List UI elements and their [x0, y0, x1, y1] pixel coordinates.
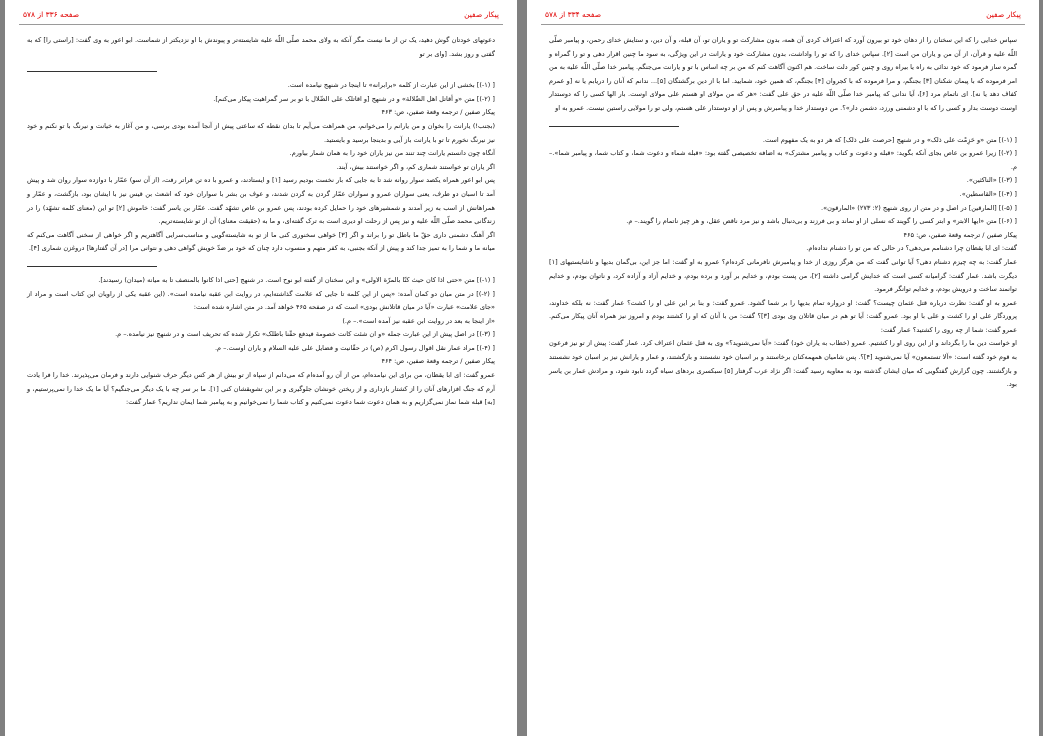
footnote: [ (۱-)] متن «حتی اذا کان حیث کنّا بالمرّة الاولی» و این سخنان از گفته ابو نوح است. در شنهج [حتی اذا کانوا بالمنصف تا به میانه (میدان) رسیدند]. [98, 275, 495, 284]
footnote: [ (۴-)] مراد عمار نقل اقوال رسول اکرم (ص) در حقّانیت و فضایل علی علیه السلام و یاران اوست.– م. [214, 343, 495, 352]
source-citation: پیکار صفین / ترجمه وقعة صفین، ص: ۴۶۳ [381, 108, 495, 117]
body-paragraph: دعوتهای خودتان گوش دهید، یک تن از ما نیست مگر آنکه به ولای محمد صلّی اللّه علیه شایسته‌تر و پیوندش با او نزدیکتر از شماست. ابو اعور به وی گفت: [راستی را] که به گفتی و روز بشد. [وای بر تو [27, 36, 495, 58]
footnote: [ (۲-)] زیرا عمرو بن عاص بجای آنکه بگوید: «قبله و دعوت و کتاب و پیامبر مشترک» به اضافه تخصیصی گفته بود: «قبله شماء و دعوت شما، و کتاب شما، و پیامبر شما».– م. [549, 149, 1017, 171]
body-paragraph: گفت: ای ابا یقظان چرا دشنامم می‌دهی؟ در حالی که من تو را دشنام نداده‌ام. [806, 244, 1017, 253]
page-left [5, 0, 517, 736]
page-header [545, 9, 1021, 21]
page-right [527, 0, 1039, 736]
header-page-number: صفحه ۳۳۶ از ۵۷۸ [23, 10, 80, 19]
footnote: [ (۳-)] «الناکثین». [966, 176, 1017, 185]
body-paragraph: عمرو گفت: ای ابا یقظان، من برای این نیامده‌ام، من از آن رو آمده‌ام که می‌دانم از سپاه از تو بیش از هر کس دیگر حرف شنوایی دارند و فرمان می‌پذیرند. خدا را فرا یادت آرم که جنگ افزارهای آنان را از کشتار بازداری و از ریختن خونشان جلوگیری و بر این تشویقشان کنی [۱]. ما بر سر چه با یک دیگر می‌جنگیم؟ آیا ما یک خدا را نمی‌پرستیم، و [به] قبله شما نماز نمی‌گزاریم و به همان دعوت شما دعوت نمی‌کنیم و کتاب شما را نمی‌خوانیم و به پیامبر شما ایمان نداریم؟ عمار گفت: [27, 371, 496, 407]
source-citation: پیکار صفین / ترجمه وقعة صفین، ص: ۴۶۴ [381, 357, 495, 366]
footnote: [ (۲-)] در متن میان دو کمان آمده: «پس از این کلمه تا جایی که علامت گذاشته‌ایم، در روایت ابن عقبه نیامده است». (این عقبه یکی از راویان این کتاب است و مراد از «جای علامت» عبارت «آیا در میان قاتلانش بودی» است که در صفحه ۴۶۵ خواهد آمد. در متن اشاره شده است: [27, 289, 495, 312]
header-page-number: صفحه ۳۳۴ از ۵۷۸ [545, 10, 602, 19]
footnote: [ (۴-)] «القاسطین». [959, 189, 1017, 198]
page-header [23, 9, 499, 21]
body-paragraph: اگر آهنگ دشمنی داری حقّ ما باطل تو را براند و اگر [۳] خواهی سخنوری کنی ما از تو به شایسته‌گویی و مناسب‌سرایی آگاهتریم و اگر خواهی از سخنی آگاهت می‌کنم که میانه ما و شما را به تمیز جدا کند و پیش از آنکه بجنبی، به کفر متهم و منسوب دارد چنان که خود بر ضدّ خویش گواهی دهی و نتوانی مرا [در آن گفتارها] دروغزن شماری [۴]. [27, 230, 495, 253]
page-body [549, 34, 1017, 736]
source-citation: پیکار صفین / ترجمه وقعة صفین، ص: ۴۶۵ [903, 230, 1017, 239]
body-paragraph: عمار گفت: به چه چیزم دشنام دهی؟ آیا توانی گفت که من هرگز روزی از خدا و پیامبرش نافرمانی کرده‌ام؟ عمرو به او گفت: اما جز این، بی‌گمان بدیها و ناشایستیهای [۱] دیگرت باشد. عمار گفت: گرامیانه کسی است که خدایش گرامی داشته [۲]، من پست بودم، و خدایم بر آورد و برده بودم، و خدایم آزاد و آزاده کرد، و ناتوان بودم، و خدایم توانمند ساخت و درویش بودم، و خدایم توانگر فرمود. [549, 257, 1018, 294]
header-title: پیکار صفین [986, 10, 1021, 19]
body-paragraph: اگر یاران تو خواستند شماری کم، و اگر خواستند بیش، آیند. [336, 162, 495, 171]
header-title: پیکار صفین [464, 10, 499, 19]
footnote-divider [549, 126, 679, 127]
footnote: [ (۲-)] متن «و أقاتل اهل الضّلالة» و در شنهج [و اقاتلک علی الضّلال با تو بر سر گمراهیت پیکار می‌کنم]. [213, 94, 495, 103]
body-paragraph: پس ابو اعور همراه یکصد سوار روانه شد تا به جایی که بار نخست بودیم رسید [۱] و ایستادند، و عمرو با ده تن فراتر رفت، (از آن سو) عمّار با دوازده سوار روان شد و پیش آمد تا اسبان دو طرف، یعنی سواران عمرو و سواران عمّار گردن به گردن شدند، و عوف بن بشر با سواران خود که اشعث بن قیس نیز با ایشان بود، بازگشت، و عمّار و همراهانش از اسب به زیر آمدند و شمشیرهای خود را حمایل کرده بودند، پس عمرو بن عاص تشهّد گفت. عمّار بن یاسر گفت: خاموش [۲] تو این (معنای کلمه تشهّد) را در زندگانی محمد صلّی اللّه علیه و نیز پس از رحلت او دیری است به ترک گفته‌ای، و ما به (حقیقت معنای) آن از تو شایسته‌تریم. [27, 176, 495, 226]
footnote: [ (۱-)] متن «و حَزِمْت علی ذلک» و در شنهج [حرصت علی ذلک] که هر دو به یک مفهوم است. [762, 135, 1017, 144]
footnote-divider [27, 71, 157, 72]
footnote: [ (۵-)] [المارقین] در اصل و در متن از روی شنهج (۲: ۲۷۳) «المارقون». [821, 203, 1017, 212]
page-body [27, 34, 495, 736]
footnote: [ (۶-)] متن «ایها الابتر» و ابتر کسی را گویند که نسلی از او نماند و بی فرزند و بی‌دنبال باشد و نیز مرد ناقص عقل، و هر چیز ناتمام را گویند.– م. [626, 217, 1017, 226]
footnote: [ (۳-)] در اصل پیش از این عبارت جمله «و ان شئت کانت خصومة فیدفع حقّنا باطلک» تکرار شده که تحریف است و در شنهج نیز نیامده.– م. [115, 330, 495, 339]
footnote-divider [27, 266, 157, 267]
footnote: «از اینجا به بعد در روایت ابن عقبه نیز آمده است».– م.) [342, 316, 495, 325]
body-paragraph: (بجنب!) یارانت را بخوان و من یارانم را می‌خوانم، من همراهت می‌آیم تا بدان نقطه که ساعتی پیش از آنجا آمده بودی برسی، و من آغاز به خیانت و نیرنگ با تو نکنم و خود نیز نیرنگ نخورم تا تو با یارانت باز آیی و بدینجا برسید و بایستید. [27, 121, 495, 144]
body-paragraph: سپاس خدایی را که این سخنان را از دهان خود تو بیرون آورد که اعتراف کردی آن همه، بدون مشارکت تو و یاران تو، آن قبله، و آن دین، و ستایش خدای رحمن، و پیامبر صلّی اللّه علیه و قرآن، از آن من و یاران من است [۲]. سپاس خدای را که تو را واداشت، بدون مشارکت خود و یارانت در این ویژگی، به سود ما چنین اقرار دهی و تو را گمراه و گمره ساز فرمود که خود ندائی به راه یا بیراه روی و چنین کور دلت ساخت. هم اکنون آگاهت کنم که من بر چه اساس با تو و یارانت می‌جنگم. پیامبر خدا صلّی اللّه علیه به من امر فرموده که با پیمان شکنان [۳] بجنگم، و مرا فرموده که با کجروان [۴] بجنگم، که همین خود، شمایید. اما با از دین برگشتگان [۵]... ندانم که آنان را دریابم یا نه [و عمرم کفاف دهد یا نه]. ای ناتمام مرد [۶]، آیا ندانی که پیامبر خدا صلّی اللّه علیه در حق علی گفت: «هر که من مولای او هستم علی مولای اوست. بار الها کسی را که دوستدار اوست دوست بدار و کسی را که با او دشمنی ورزد، دشمن دار»؟. من دوستدار خدا و پیامبرش و پس از او دوستدار علی هستم، ولی تو را مولایی راستین نیست. عمرو به او [549, 36, 1018, 112]
header-divider [19, 24, 503, 25]
header-divider [541, 24, 1025, 25]
body-paragraph: عمرو به او گفت: نظرت درباره قتل عثمان چیست؟ گفت: او درواره تمام بدیها را بر شما گشود. عمرو گفت: و بنا بر این علی او را کشت؟ عمار گفت: نه بلکه خداوند، پروردگار علی او را کشت و علی با او بود. عمرو گفت: آیا تو هم در میان قاتلان وی بودی [۳]؟ گفت: من با آنان که او را کشتند بودم و امروز نیز همراه آنان پیکار می‌کنم. عمرو گفت: شما از چه روی را کشتید؟ عمار گفت: [549, 298, 1017, 334]
footnote: [ (۱-)] بخشی از این عبارت از کلمه «برابرانه» تا اینجا در شنهج نیامده است. [287, 81, 495, 90]
body-paragraph: او خواست دین ما را بگرداند و از این روی او را کشتیم. عمرو (خطاب به یاران خود) گفت: «آیا نمی‌شنوید؟» وی به قتل عثمان اعتراف کرد. عمار گفت: پیش از تو نیز فرعون به قوم خود گفته است: «آلا تستمعون» آیا نمی‌شنوید [۴]؟. پس شامیان همهمه‌کنان برخاستند و بر اسبان خود نشستند و بازگشتند، و عمار و یارانش نیز بر اسبان خود نشستند و بازگشتند. چون گزارش گفتگویی که میان ایشان گذشته بود به معاویه رسید گفت: اگر نژاد عرب گرفتار [۵] سبکسری بردهای سیاه گردد نابود شود، و مرادش عمار بن یاسر بود. [549, 339, 1018, 389]
body-paragraph: آنگاه چون دانستم یارانت چند تنند من نیز یاران خود را به همان شمار بیاورم. [289, 149, 495, 158]
